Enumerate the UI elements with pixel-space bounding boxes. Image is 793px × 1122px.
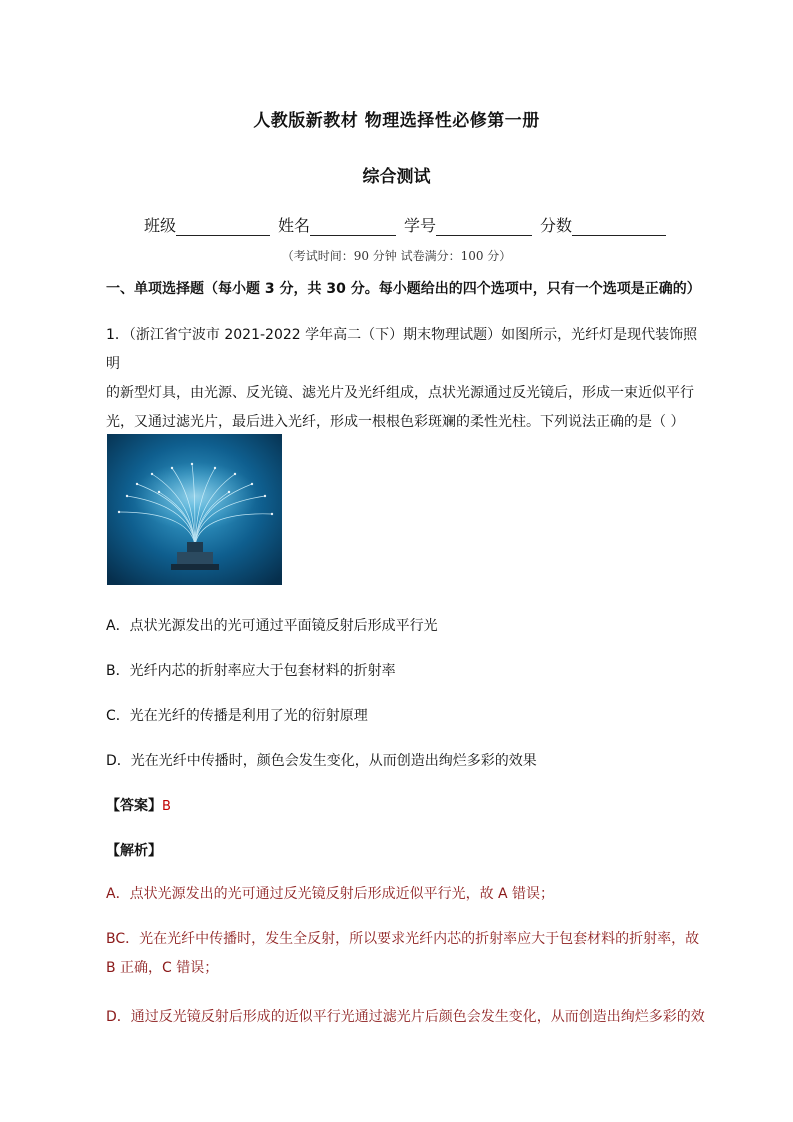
class-label: 班级 <box>144 216 177 235</box>
question-line: 1．（浙江省宁波市 2021-2022 学年高二（下）期末物理试题）如图所示，光纤灯是现代装饰照明 <box>106 327 698 372</box>
student-id-blank <box>436 219 532 236</box>
analysis-a: A．点状光源发出的光可通过反光镜反射后形成近似平行光，故 A 错误； <box>106 886 555 902</box>
student-info-row <box>144 213 674 236</box>
option-b: B．光纤内芯的折射率应大于包套材料的折射率 <box>106 663 396 679</box>
score-blank <box>572 219 666 236</box>
document-title: 人教版新教材 物理选择性必修第一册 <box>253 111 540 131</box>
analysis-line: B 正确，C 错误； <box>106 960 219 976</box>
question-line: 的新型灯具，由光源、反光镜、滤光片及光纤组成，点状光源通过反光镜后，形成一束近似平行 <box>106 385 694 401</box>
question-line: 光，又通过滤光片，最后进入光纤，形成一根根色彩斑斓的柔性光柱。下列说法正确的是（ ） <box>106 414 685 430</box>
exam-info: （考试时间：90 分钟 试卷满分：100 分） <box>281 249 512 263</box>
question-1-stem <box>106 321 706 437</box>
name-label: 姓名 <box>278 216 311 235</box>
answer-line <box>106 795 171 815</box>
score-label: 分数 <box>540 216 573 235</box>
analysis-d: D．通过反光镜反射后形成的近似平行光通过滤光片后颜色会发生变化，从而创造出绚烂多彩的效 <box>106 1009 705 1025</box>
answer-label: 【答案】 <box>106 798 162 814</box>
analysis-line: BC．光在光纤中传播时，发生全反射，所以要求光纤内芯的折射率应大于包套材料的折射率，故 <box>106 931 700 947</box>
option-c: C．光在光纤的传播是利用了光的衍射原理 <box>106 708 368 724</box>
option-d: D．光在光纤中传播时，颜色会发生变化，从而创造出绚烂多彩的效果 <box>106 753 537 769</box>
name-blank <box>310 219 396 236</box>
answer-value: B <box>162 799 171 814</box>
section-header: 一、单项选择题（每小题 3 分，共 30 分。每小题给出的四个选项中，只有一个选项是正确的） <box>106 281 701 297</box>
fiber-optic-lamp-image <box>107 434 282 585</box>
analysis-label: 【解析】 <box>106 843 162 859</box>
analysis-bc <box>106 925 706 983</box>
class-blank <box>176 219 270 236</box>
student-id-label: 学号 <box>404 216 437 235</box>
option-a: A．点状光源发出的光可通过平面镜反射后形成平行光 <box>106 618 438 634</box>
document-subtitle: 综合测试 <box>362 167 431 187</box>
